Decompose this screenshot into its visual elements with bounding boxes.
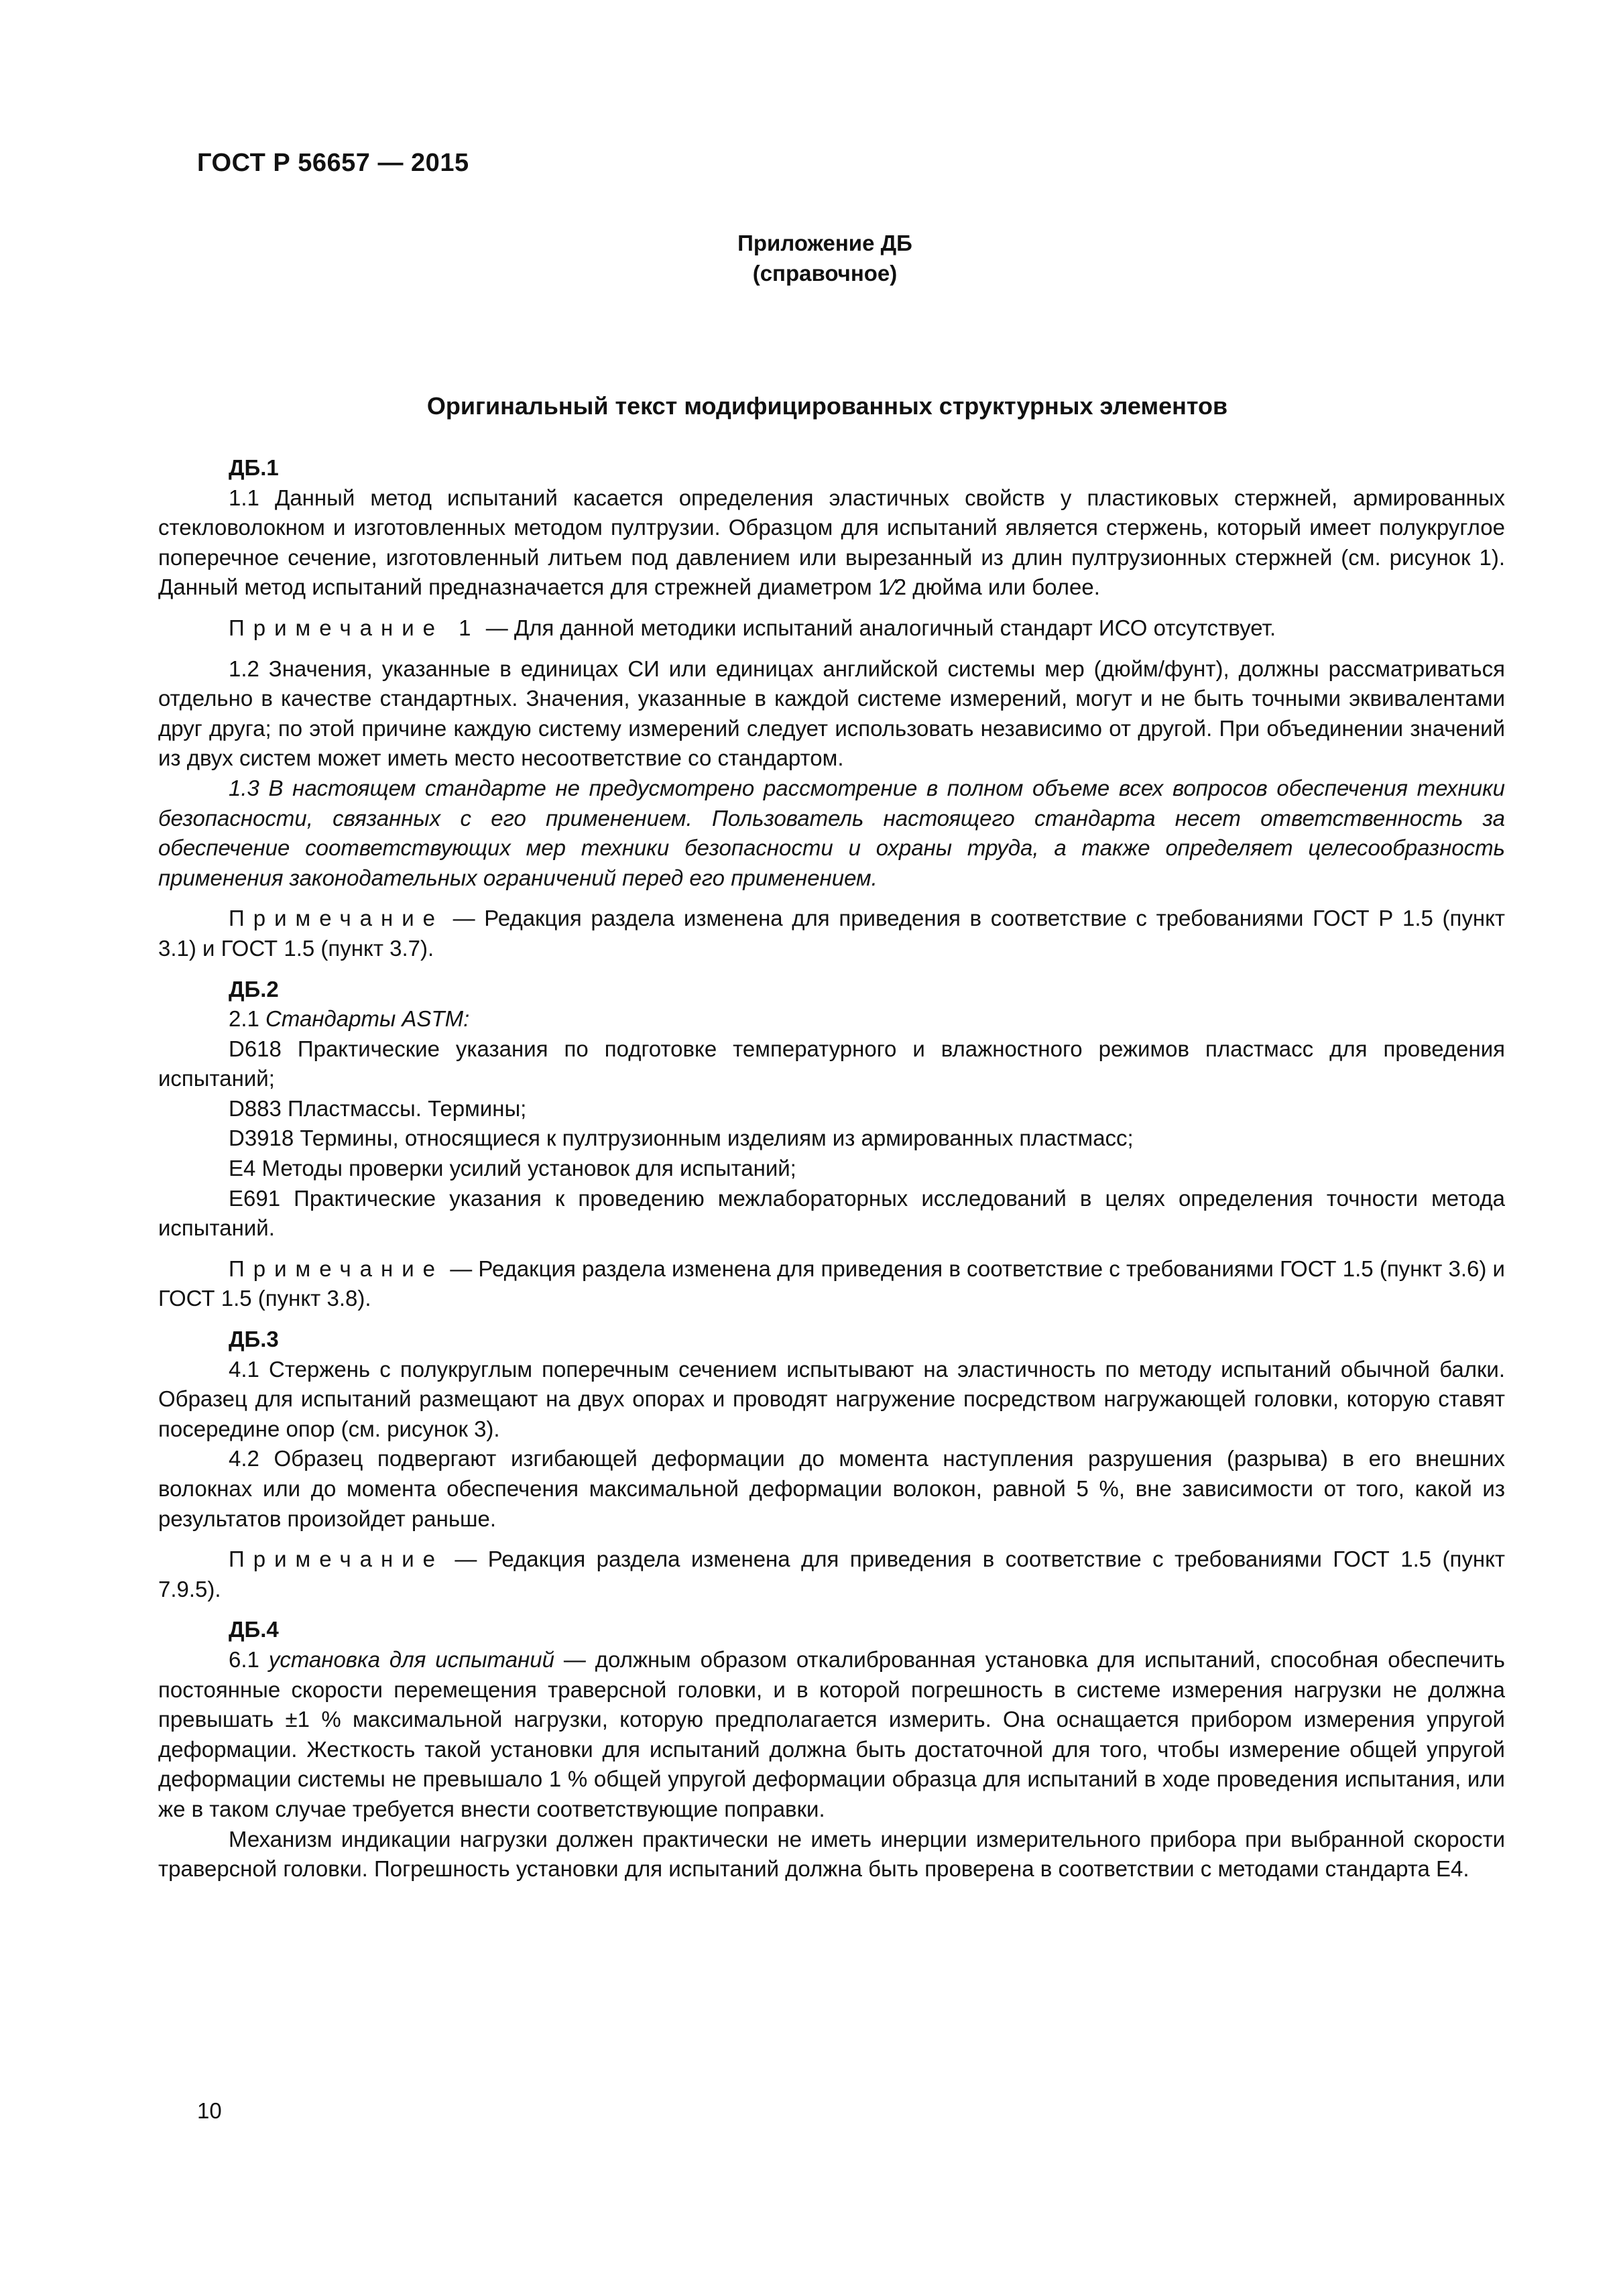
note-db2: [158, 1254, 1505, 1314]
appendix-label: Приложение ДБ: [737, 231, 912, 255]
paragraph-2-1: [158, 1004, 1505, 1034]
note-db3-label: Примечание: [229, 1547, 444, 1572]
page-number: 10: [197, 2098, 222, 2123]
document-title: Оригинальный текст модифицированных структурных элементов: [426, 392, 1228, 420]
list-item: D3918 Термины, относящиеся к пултрузионным изделиям из армированных пластмасс;: [229, 1126, 1134, 1151]
note-db1-text: — Редакция раздела изменена для приведения в соответствие с требованиями ГОСТ Р 1.5 (пункт 3.1) и ГОСТ 1.5 (пункт 3.7).: [158, 906, 1505, 961]
paragraph-mechanism: Механизм индикации нагрузки должен практически не иметь инерции измерительного прибора при выбранной скорости траверсной головки. Погрешность установки для испытаний должна быть проверена в соответствии с методами стандарта E4.: [158, 1826, 1505, 1882]
paragraph-4-1: 4.1 Стержень с полукруглым поперечным сечением испытывают на эластичность по методу испытаний обычной балки. Образец для испытаний размещают на двух опорах и проводят нагружение посредством нагружающей головки, которую ставят посередине опор (см. рисунок 3).: [158, 1356, 1505, 1441]
paragraph-6-1-term: установка для испытаний: [268, 1646, 554, 1672]
section-heading-db3: ДБ.3: [229, 1327, 279, 1352]
paragraph-2-1-number: 2.1: [229, 1006, 266, 1032]
note-db2-label: Примечание: [229, 1256, 444, 1281]
note-db3: [158, 1545, 1505, 1604]
gost-code-header: ГОСТ Р 56657 — 2015: [197, 149, 469, 177]
list-item: E4 Методы проверки усилий установок для испытаний;: [229, 1156, 796, 1181]
note-1: [158, 613, 1505, 644]
paragraph-6-1-number: 6.1: [229, 1646, 269, 1672]
section-heading-db2: ДБ.2: [229, 976, 279, 1002]
note-db2-text: — Редакция раздела изменена для приведения в соответствие с требованиями ГОСТ 1.5 (пункт 3.6) и ГОСТ 1.5 (пункт 3.8).: [158, 1256, 1505, 1311]
note-1-dash: —: [479, 615, 514, 640]
paragraph-6-1-text: — должным образом откалиброванная установка для испытаний, способная обеспечить постоянные скорости перемещения траверсной головки, и в которой погрешность в системе измерения нагрузки не должна превышать ±1 % максимальной нагрузки, которую предполагается измерить. Она оснащается прибором измерения упругой деформации. Жесткость такой установки для испытаний должна быть достаточной для того, чтобы измерение общей упругой деформации системы не превышало 1 % общей упругой деформации образца для испытаний в ходе проведения испытания, или же в таком случае требуется внести соответствующие поправки.: [158, 1646, 1505, 1821]
note-db1-label: Примечание: [229, 906, 444, 931]
document-body: [158, 453, 1505, 1884]
paragraph-1-2: 1.2 Значения, указанные в единицах СИ или единицах английской системы мер (дюйм/фунт), должны рассматриваться отдельно в качестве стандартных. Значения, указанные в каждой системе измерений, могут и не быть точными эквивалентами друг друга; по этой причине каждую систему измерений следует использовать независимо от другой. При объединении значений из двух систем может иметь место несоответствие со стандартом.: [158, 656, 1505, 771]
paragraph-1-1: 1.1 Данный метод испытаний касается определения эластичных свойств у пластиковых стержней, армированных стекловолокном и изготовленных методом пултрузии. Образцом для испытаний является стержень, который имеет полукруглое поперечное сечение, изготовленный литьем под давлением или вырезанный из длин пултрузионных стержней (см. рисунок 1). Данный метод испытаний предназначается для стрежней диаметром 1⁄2 дюйма или более.: [158, 485, 1505, 600]
note-1-label: Примечание 1: [229, 615, 480, 640]
section-heading-db1: ДБ.1: [229, 455, 279, 480]
note-1-text: Для данной методики испытаний аналогичный стандарт ИСО отсутствует.: [514, 615, 1276, 640]
note-db3-text: — Редакция раздела изменена для приведения в соответствие с требованиями ГОСТ 1.5 (пункт 7.9.5).: [158, 1547, 1505, 1602]
appendix-block: [0, 228, 1623, 288]
list-item: E691 Практические указания к проведению межлабораторных исследований в целях определения точности метода испытаний.: [158, 1185, 1505, 1241]
section-heading-db4: ДБ.4: [229, 1617, 279, 1642]
paragraph-1-3: 1.3 В настоящем стандарте не предусмотрено рассмотрение в полном объеме всех вопросов обеспечения техники безопасности, связанных с его применением. Пользователь настоящего стандарта несет ответственность за обеспечение соответствующих мер техники безопасности и охраны труда, а также определяет целесообразность применения законодательных ограничений перед его применением.: [158, 775, 1505, 890]
list-item: D883 Пластмассы. Термины;: [229, 1095, 527, 1121]
list-item: D618 Практические указания по подготовке температурного и влажностного режимов пластмасс для проведения испытаний;: [158, 1036, 1505, 1091]
paragraph-6-1: [158, 1645, 1505, 1825]
note-db1: [158, 904, 1505, 963]
paragraph-2-1-text: Стандарты ASTM:: [265, 1006, 470, 1032]
paragraph-4-2: 4.2 Образец подвергают изгибающей деформации до момента наступления разрушения (разрыва) в его внешних волокнах или до момента обеспечения максимальной деформации волокон, равной 5 %, вне зависимости от того, какой из результатов произойдет раньше.: [158, 1446, 1505, 1531]
appendix-type: (справочное): [752, 261, 898, 286]
